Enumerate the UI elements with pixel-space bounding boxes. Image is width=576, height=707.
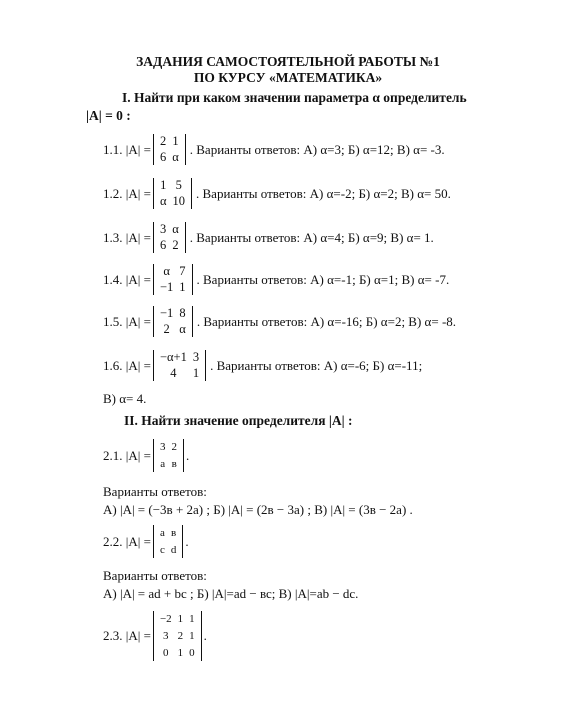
- task-number: 1.6.: [103, 357, 123, 373]
- task-number: 1.2.: [103, 185, 123, 201]
- matrix-cell: 0: [163, 647, 169, 659]
- matrix-cell: 3: [159, 222, 167, 236]
- task-1-6-continuation: В) α= 4.: [103, 391, 147, 406]
- answers-label: Варианты ответов:: [103, 484, 207, 499]
- answer-options: А) |A| = ad + bc ; Б) |A|=ad − вс; В) |A|=ab − dc.: [103, 586, 359, 601]
- task-number: 1.1.: [103, 141, 123, 157]
- matrix: [153, 264, 193, 295]
- punctuation: .: [185, 533, 189, 549]
- matrix-cell: 7: [179, 264, 186, 278]
- task-number: 1.4.: [103, 271, 123, 287]
- task-1-6: [103, 350, 422, 381]
- title-line-2: ПО КУРСУ «МАТЕМАТИКА»: [193, 70, 383, 85]
- matrix-cell: 10: [172, 194, 185, 208]
- section-2-heading: II. Найти значение определителя |A| :: [124, 413, 353, 428]
- matrix: [153, 350, 206, 381]
- matrix-cell: 6: [159, 238, 167, 252]
- det-lhs: |A| =: [125, 533, 151, 549]
- task-1-1: [103, 134, 445, 165]
- matrix-cell: −α+1: [159, 350, 187, 364]
- task-number: 1.3.: [103, 229, 123, 245]
- task-number: 1.5.: [103, 313, 123, 329]
- matrix-cell: 5: [175, 178, 182, 192]
- matrix-cell: 3: [192, 350, 200, 364]
- det-lhs: |A| =: [125, 229, 151, 245]
- matrix-cell: −2: [159, 613, 172, 625]
- task-1-2: [103, 178, 451, 209]
- matrix-cell: 1: [179, 280, 186, 294]
- answer-options: . Варианты ответов: А) α=-6; Б) α=-11;: [210, 357, 423, 373]
- det-lhs: |A| =: [125, 271, 151, 287]
- matrix-cell: 1: [160, 178, 167, 192]
- matrix-cell: α: [179, 322, 186, 336]
- answer-options: . Варианты ответов: А) α=3; Б) α=12; В) α= -3.: [189, 141, 445, 157]
- task-1-4: [103, 264, 449, 295]
- section-1-condition: |A| = 0 :: [86, 108, 131, 123]
- task-2-1: [103, 439, 189, 472]
- matrix: [153, 178, 192, 209]
- matrix: [153, 306, 193, 337]
- matrix: [153, 222, 186, 253]
- det-lhs: |A| =: [125, 185, 151, 201]
- task-number: 2.3.: [103, 628, 123, 643]
- matrix-cell: в: [171, 458, 177, 470]
- task-2-2: [103, 525, 189, 558]
- matrix-cell: 3: [159, 441, 166, 453]
- matrix-cell: 1: [177, 647, 184, 659]
- answer-options: А) |A| = (−3в + 2а) ; Б) |A| = (2в − 3а) ; В) |A| = (3в − 2а) .: [103, 502, 413, 517]
- matrix-cell: 2: [159, 134, 167, 148]
- matrix: [153, 134, 186, 165]
- task-2-3: [103, 611, 207, 661]
- matrix-cell: 2: [177, 630, 184, 642]
- answer-options: . Варианты ответов: А) α=-16; Б) α=2; В) α= -8.: [196, 313, 457, 329]
- matrix-cell: 0: [189, 647, 195, 659]
- matrix-cell: 1: [177, 613, 184, 625]
- matrix-cell: 1: [189, 630, 195, 642]
- matrix-cell: a: [159, 527, 165, 539]
- punctuation: .: [185, 447, 190, 463]
- det-lhs: |A| =: [125, 141, 151, 157]
- matrix-cell: 1: [189, 613, 195, 625]
- answers-label: Варианты ответов:: [103, 568, 207, 583]
- punctuation: .: [203, 628, 207, 643]
- det-lhs: |A| =: [125, 628, 151, 643]
- matrix-cell: α: [159, 194, 167, 208]
- matrix-cell: −1: [159, 280, 174, 294]
- matrix-cell: α: [163, 264, 170, 278]
- matrix-cell: α: [172, 150, 179, 164]
- det-lhs: |A| =: [125, 357, 151, 373]
- matrix: [153, 439, 184, 472]
- matrix-cell: в: [170, 527, 177, 539]
- matrix-cell: 6: [159, 150, 167, 164]
- matrix-cell: 4: [170, 366, 177, 380]
- matrix-cell: 2: [163, 322, 170, 336]
- matrix: [153, 611, 202, 661]
- matrix-cell: 1: [172, 134, 179, 148]
- answer-options: . Варианты ответов: А) α=-1; Б) α=1; В) α= -7.: [196, 271, 450, 287]
- task-number: 2.1.: [103, 447, 123, 463]
- det-lhs: |A| =: [125, 313, 151, 329]
- matrix-cell: d: [170, 544, 177, 556]
- matrix-cell: 1: [192, 366, 200, 380]
- section-1-heading: I. Найти при каком значении параметра α определитель: [122, 90, 467, 105]
- matrix-cell: 3: [163, 630, 169, 642]
- answer-options: . Варианты ответов: А) α=-2; Б) α=2; В) α= 50.: [196, 185, 451, 201]
- matrix-cell: α: [172, 222, 179, 236]
- matrix-cell: 2: [171, 441, 177, 453]
- matrix-cell: −1: [159, 306, 174, 320]
- task-1-3: [103, 222, 434, 253]
- matrix: [153, 525, 183, 558]
- det-lhs: |A| =: [125, 447, 151, 463]
- matrix-cell: 8: [179, 306, 186, 320]
- answer-options: . Варианты ответов: А) α=4; Б) α=9; В) α= 1.: [189, 229, 434, 245]
- title-line-1: ЗАДАНИЯ САМОСТОЯТЕЛЬНОЙ РАБОТЫ №1: [136, 54, 440, 69]
- matrix-cell: 2: [172, 238, 179, 252]
- matrix-cell: c: [159, 544, 165, 556]
- task-1-5: [103, 306, 456, 337]
- task-number: 2.2.: [103, 533, 123, 549]
- matrix-cell: а: [160, 458, 166, 470]
